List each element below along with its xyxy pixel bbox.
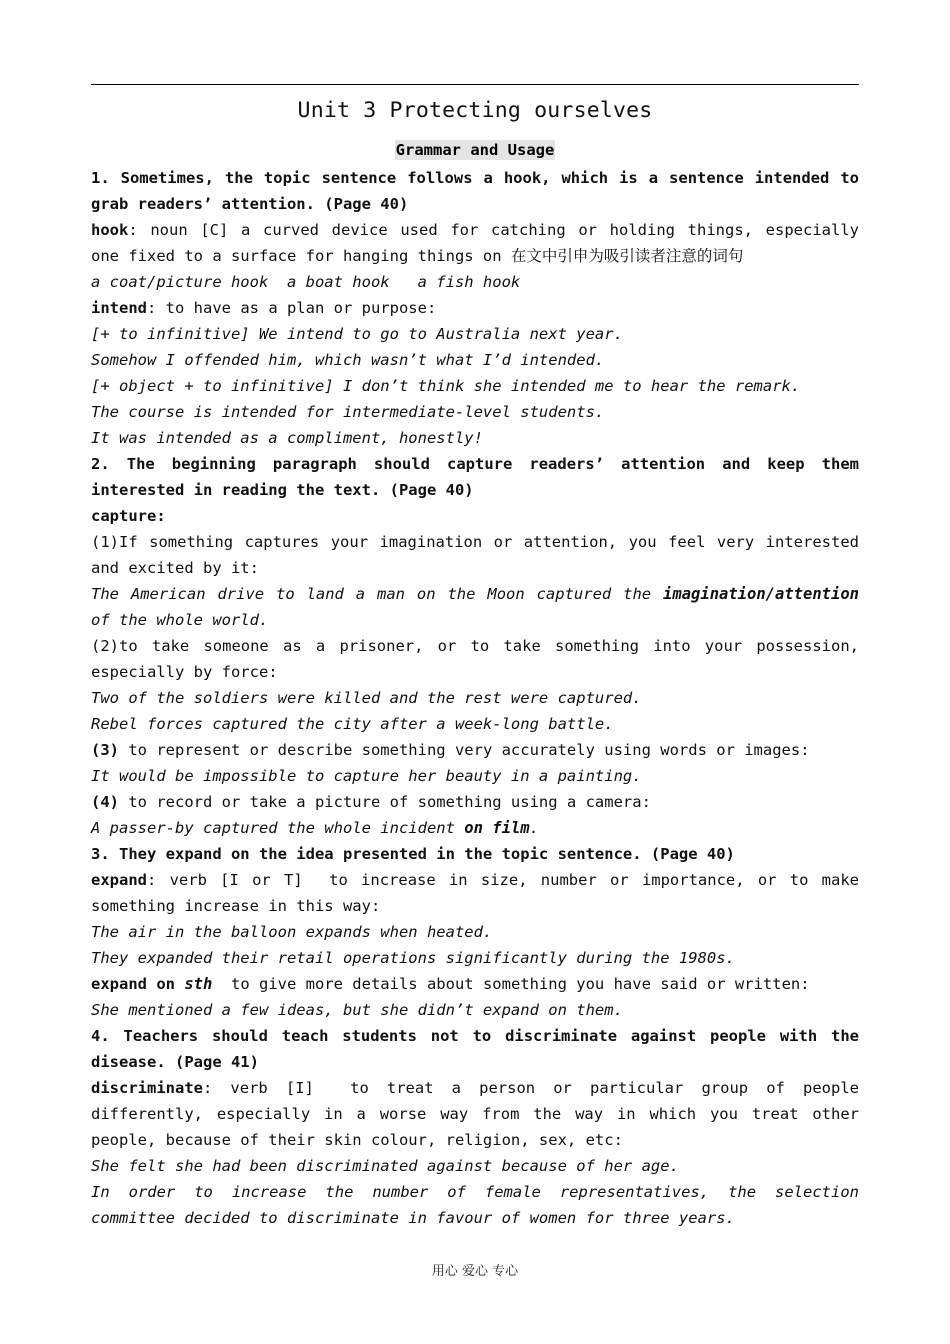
section-subtitle [0, 141, 950, 160]
subtitle-text: Grammar and Usage [395, 141, 555, 159]
term-discriminate: discriminate [91, 1079, 203, 1097]
hook-definition-line2: one fixed to a surface for hanging things on 在文中引申为吸引读者注意的词句 [91, 247, 744, 265]
page-title: Unit 3 Protecting ourselves [297, 98, 653, 123]
capture-def4-number: (4) [91, 793, 119, 811]
capture-def4-example-text: A passer-by captured the whole incident [91, 819, 465, 837]
discriminate-definition-line1 [91, 1075, 859, 1101]
expand-on-phrase [91, 971, 859, 997]
discriminate-example-1: She felt she had been discriminated against because of her age. [91, 1157, 679, 1175]
capture-def3 [91, 737, 859, 763]
s4-heading-line1: 4. Teachers should teach students not to discriminate against people with the [91, 1027, 859, 1045]
expand-example-3: She mentioned a few ideas, but she didn’t expand on them. [91, 1001, 623, 1019]
term-intend: intend [91, 299, 147, 317]
intend-example-2: Somehow I offended him, which wasn’t what I’d intended. [91, 351, 605, 369]
expand-on-definition: to give more details about something you have said or written: [212, 975, 810, 993]
expand-example-1: The air in the balloon expands when heated. [91, 923, 493, 941]
discriminate-definition-line2: differently, especially in a worse way from the way in which you treat other [91, 1105, 859, 1123]
capture-def1-line1: (1)If something captures your imagination or attention, you feel very interested [91, 533, 859, 551]
capture-def4-example-end: . [529, 819, 539, 837]
discriminate-example-2-line1: In order to increase the number of female representatives, the selection [91, 1183, 859, 1201]
capture-def1-example-bold: imagination/attention [663, 585, 859, 603]
capture-def1-line2: and excited by it: [91, 559, 259, 577]
capture-def2-example-1: Two of the soldiers were killed and the rest were captured. [91, 689, 642, 707]
capture-def1-example-text: The American drive to land a man on the Moon captured the [91, 585, 664, 603]
hook-examples: a coat/picture hook a boat hook a fish hook [91, 273, 521, 291]
capture-def3-text: to represent or describe something very accurately using words or images: [119, 741, 810, 759]
document-body [91, 165, 859, 1231]
intend-definition-text: : to have as a plan or purpose: [147, 299, 437, 317]
capture-def4-text: to record or take a picture of something using a camera: [119, 793, 651, 811]
term-hook: hook [91, 221, 129, 239]
capture-def2-line1: (2)to take someone as a prisoner, or to take something into your possession, [91, 637, 859, 655]
capture-def4 [91, 789, 859, 815]
intend-definition [91, 295, 859, 321]
capture-def4-example-bold: on film [464, 819, 530, 837]
s4-heading-line2: disease. (Page 41) [91, 1053, 259, 1071]
intend-example-5: It was intended as a compliment, honestly! [91, 429, 483, 447]
intend-example-1: [+ to infinitive] We intend to go to Australia next year. [91, 325, 623, 343]
expand-on-sth: sth [184, 975, 213, 993]
capture-def1-example-line2: of the whole world. [91, 611, 269, 629]
discriminate-definition-text: : verb [I] to treat a person or particular group of people [202, 1079, 859, 1097]
header-rule [91, 84, 859, 85]
s3-heading: 3. They expand on the idea presented in the topic sentence. (Page 40) [91, 845, 735, 863]
capture-def1-example-line1 [91, 581, 859, 607]
capture-def4-example [91, 815, 859, 841]
capture-def3-number: (3) [91, 741, 119, 759]
s1-heading-line2: grab readers’ attention. (Page 40) [91, 195, 409, 213]
s2-heading-line1: 2. The beginning paragraph should capture readers’ attention and keep them [91, 455, 859, 473]
expand-on-term: expand on [91, 975, 185, 993]
hook-definition-line1 [91, 217, 859, 243]
expand-definition-text: : verb [I or T] to increase in size, number or importance, or to make [147, 871, 859, 889]
hook-definition-text: : noun [C] a curved device used for catching or holding things, especially [128, 221, 859, 239]
intend-example-3: [+ object + to infinitive] I don’t think she intended me to hear the remark. [91, 377, 801, 395]
s2-heading-line2: interested in reading the text. (Page 40) [91, 481, 474, 499]
expand-definition-line2: something increase in this way: [91, 897, 381, 915]
discriminate-example-2-line2: committee decided to discriminate in favour of women for three years. [91, 1209, 735, 1227]
page-footer: 用心 爱心 专心 [431, 1264, 519, 1279]
s1-heading-line1: 1. Sometimes, the topic sentence follows a hook, which is a sentence intended to [91, 169, 859, 187]
expand-example-2: They expanded their retail operations significantly during the 1980s. [91, 949, 735, 967]
capture-def2-line2: especially by force: [91, 663, 278, 681]
expand-definition-line1 [91, 867, 859, 893]
capture-def2-example-2: Rebel forces captured the city after a week-long battle. [91, 715, 614, 733]
term-capture: capture: [91, 507, 166, 525]
intend-example-4: The course is intended for intermediate-level students. [91, 403, 605, 421]
discriminate-definition-line3: people, because of their skin colour, religion, sex, etc: [91, 1131, 623, 1149]
capture-def3-example: It would be impossible to capture her beauty in a painting. [91, 767, 642, 785]
term-expand: expand [91, 871, 147, 889]
